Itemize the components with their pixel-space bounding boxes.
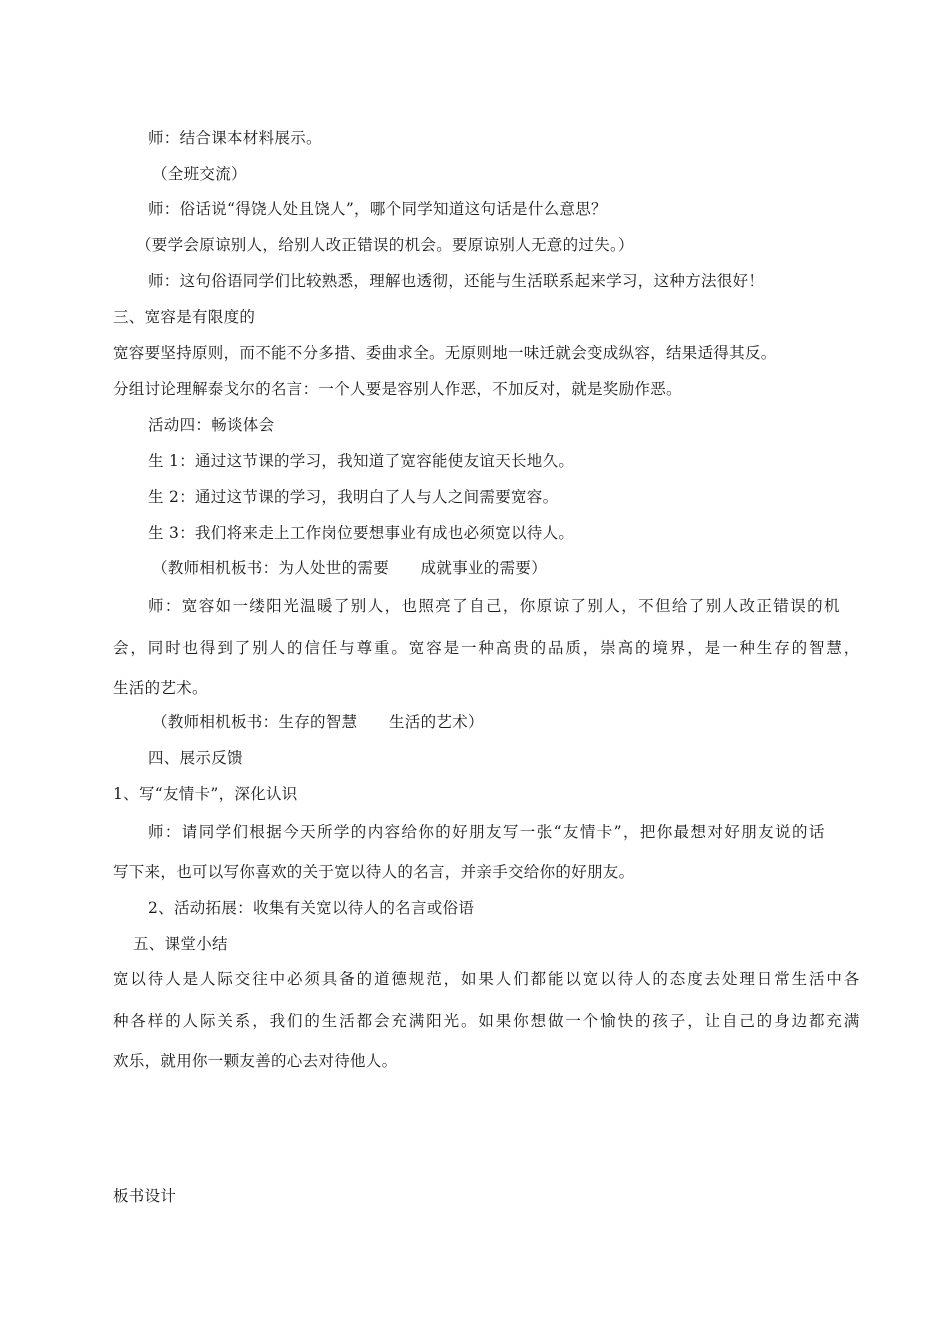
teacher-question-proverb: 师：俗话说“得饶人处且饶人”，哪个同学知道这句话是什么意思？: [148, 200, 607, 218]
board-note-2: （教师相机板书：生存的智慧 生活的艺术）: [152, 713, 484, 731]
teacher-summary-line-2: 会，同时也得到了别人的信任与尊重。宽容是一种高贵的品质，崇高的境界，是一种生存的智慧，: [113, 639, 862, 657]
section-heading-four: 四、展示反馈: [148, 749, 243, 767]
student-3-line: 生 3：我们将来走上工作岗位要想事业有成也必须宽以待人。: [148, 524, 575, 542]
tolerance-principle-paragraph: 宽容要坚持原则，而不能不分多措、委曲求全。无原则地一味迁就会变成纵容，结果适得其反。: [113, 344, 777, 362]
answer-note-forgive: （要学会原谅别人，给别人改正错误的机会。要原谅别人无意的过失。）: [136, 236, 634, 254]
teacher-card-instruction-2: 写下来，也可以写你喜欢的关于宽以待人的名言，并亲手交给你的好朋友。: [113, 863, 635, 881]
activity-extension-line: 2、活动拓展：收集有关宽以待人的名言或俗语: [148, 899, 475, 917]
summary-paragraph-line-1: 宽以待人是人际交往中必须具备的道德规范，如果人们都能以宽以待人的态度去处理日常生活中各: [113, 970, 862, 988]
class-discussion-note: （全班交流）: [152, 165, 247, 183]
board-note-1: （教师相机板书：为人处世的需要 成就事业的需要）: [152, 559, 548, 577]
section-heading-five: 五、课堂小结: [133, 935, 228, 953]
student-2-line: 生 2：通过这节课的学习，我明白了人与人之间需要宽容。: [148, 488, 559, 506]
activity-four-heading: 活动四：畅谈体会: [148, 416, 275, 434]
teacher-summary-line-3: 生活的艺术。: [113, 679, 208, 697]
teacher-line-show-material: 师：结合课本材料展示。: [148, 129, 322, 147]
teacher-card-instruction-1: 师：请同学们根据今天所学的内容给你的好朋友写一张“友情卡”，把你最想对好朋友说的话: [148, 823, 826, 841]
student-1-line: 生 1：通过这节课的学习，我知道了宽容能使友谊天长地久。: [148, 452, 575, 470]
section-heading-three: 三、宽容是有限度的: [113, 308, 256, 326]
friendship-card-heading: 1、写“友情卡”，深化认识: [113, 785, 298, 803]
summary-paragraph-line-3: 欢乐，就用你一颗友善的心去对待他人。: [113, 1052, 398, 1070]
teacher-praise-line: 师：这句俗语同学们比较熟悉，理解也透彻，还能与生活联系起来学习，这种方法很好！: [148, 272, 765, 290]
board-design-heading: 板书设计: [113, 1187, 177, 1205]
tagore-quote-discussion: 分组讨论理解泰戈尔的名言：一个人要是容别人作恶，不加反对，就是奖励作恶。: [113, 380, 682, 398]
teacher-summary-line-1: 师：宽容如一缕阳光温暖了别人，也照亮了自己，你原谅了别人，不但给了别人改正错误的机: [148, 597, 841, 615]
summary-paragraph-line-2: 种各样的人际关系，我们的生活都会充满阳光。如果你想做一个愉快的孩子，让自己的身边都充满: [113, 1012, 862, 1030]
